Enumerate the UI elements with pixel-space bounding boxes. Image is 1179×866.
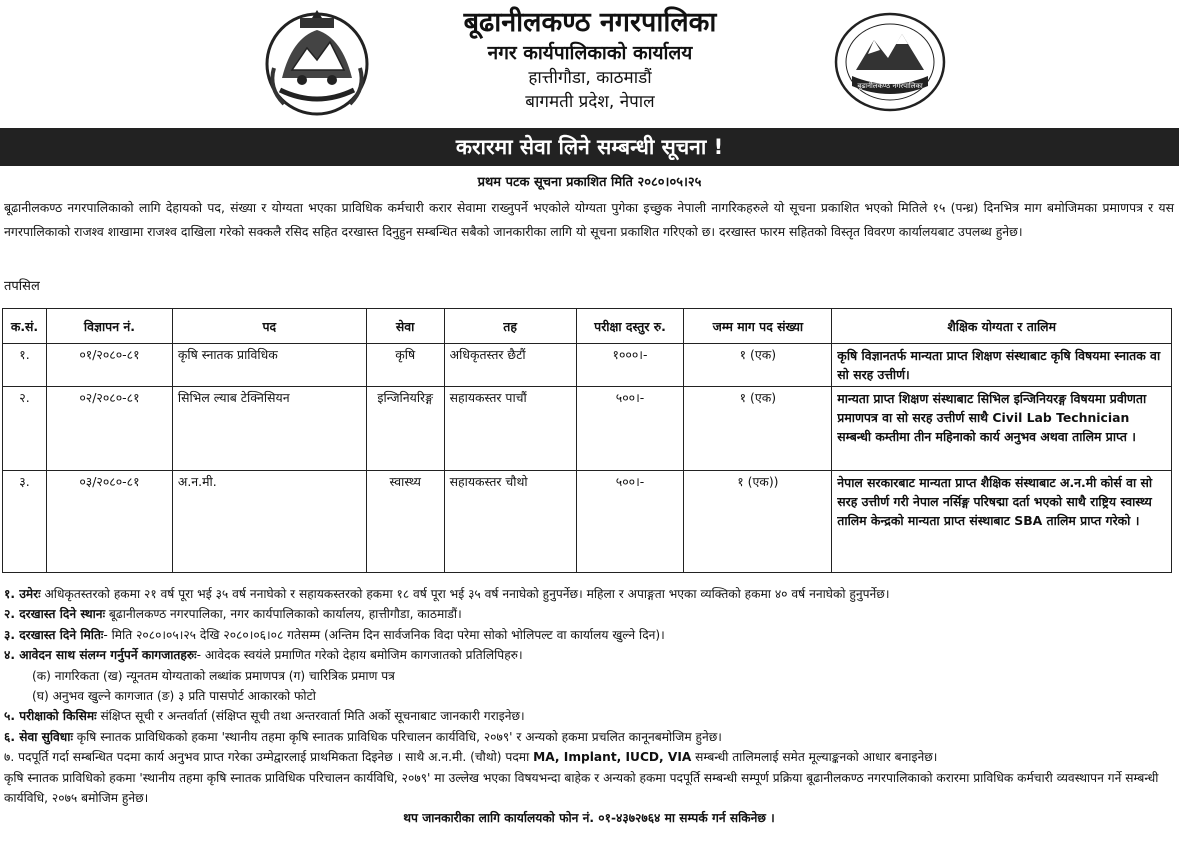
notes-section (4, 584, 1174, 829)
note-text: ७. पदपूर्ति गर्दा सम्बन्धित पदमा कार्य अनुभव प्राप्त गरेका उम्मेद्वारलाई प्राथमिकता दिइनेछ । साथै अ.न.मी. (चौथो) पदमा (4, 750, 534, 765)
note-text: अधिकृतस्तरको हकमा २१ वर्ष पूरा भई ३५ वर्ष ननाघेको र सहायकस्तरको हकमा १८ वर्ष पूरा भई ३५ वर्ष ननाघेको हुनुपर्नेछ। महिला र अपाङ्गता भएका व्यक्तिको हकमा ४० वर्ष ननाघेको हुनुपर्नेछ। (40, 587, 890, 601)
nepal-emblem-icon (262, 8, 372, 120)
cell-level: सहायकस्तर चौथो (444, 471, 576, 573)
note-documents-list-2: (घ) अनुभव खुल्ने कागजात (ङ) ३ प्रति पासपोर्ट आकारको फोटो (32, 689, 316, 704)
cell-fee: ५००।- (576, 471, 684, 573)
logo-text: बूढानीलकण्ठ नगरपालिका (857, 82, 923, 90)
cell-count: १ (एक)) (684, 471, 832, 573)
col-header-level: तह (444, 309, 576, 344)
cell-fee: १०००।- (576, 344, 684, 387)
cell-advert-no: ०१/२०८०-८१ (46, 344, 172, 387)
table-row (3, 344, 1172, 387)
col-header-advert-no: विज्ञापन नं. (46, 309, 172, 344)
notice-title-banner: करारमा सेवा लिने सम्बन्धी सूचना ! (0, 128, 1179, 166)
cell-level: सहायकस्तर पाचौं (444, 387, 576, 471)
header (0, 0, 1179, 126)
cell-service: इन्जिनियरिङ्ग (366, 387, 444, 471)
table-row (3, 471, 1172, 573)
note-label: २. दरखास्त दिने स्थानः (4, 607, 106, 622)
note-label: १. उमेरः (4, 587, 41, 601)
note-label: ४. आवेदन साथ संलग्न गर्नुपर्ने कागजातहरुः (4, 648, 197, 663)
note-place (4, 604, 1174, 624)
note-text: - आवेदक स्वयंले प्रमाणित गरेको देहाय बमोजिम कागजातको प्रतिलिपिहरु। (196, 648, 523, 663)
contact-line: थप जानकारीका लागि कार्यालयको फोन नं. ०१-४३७२७६४ मा सम्पर्क गर्न सकिनेछ । (403, 811, 775, 826)
note-bold-training: MA, Implant, IUCD, VIA (533, 750, 692, 765)
note-label: ६. सेवा सुविधाः (4, 729, 73, 744)
note-date (4, 625, 1174, 645)
cell-qualification: कृषि विज्ञानतर्फ मान्यता प्राप्त शिक्षण संस्थाबाट कृषि विषयमा स्नातक वा सो सरह उत्तीर्ण। (832, 344, 1172, 387)
note-text: बूढानीलकण्ठ नगरपालिका, नगर कार्यपालिकाको कार्यालय, हात्तीगौडा, काठमाडौं। (105, 607, 462, 622)
cell-level: अधिकृतस्तर छैटौं (444, 344, 576, 387)
note-procedure-paragraph: कृषि स्नातक प्राविधिको हकमा 'स्थानीय तहमा कृषि स्नातक प्राविधिक परिचालन कार्यविधि, २०७९' मा उल्लेख भएका विषयभन्दा बाहेक र अन्यको हकमा पदपूर्ति सम्बन्धी सम्पूर्ण प्रक्रिया बूढानीलकण्ठ नगरपालिकाको करारमा प्राविधिक कर्मचारी व्यवस्थापन गर्ने सम्बन्धी कार्यविधि, २०७५ बमोजिम हुनेछ। (4, 770, 1159, 806)
note-label: ५. परीक्षाको किसिमः (4, 709, 97, 724)
intro-paragraph: बूढानीलकण्ठ नगरपालिकाको लागि देहायको पद, संख्या र योग्यता भएका प्राविधिक कर्मचारी करार सेवामा राख्नुपर्ने भएकोले योग्यता पुगेका इच्छुक नेपाली नागरिकहरुले यो सूचना प्रकाशित भएको मितिले १५ (पन्ध्र) दिनभित्र माग बमोजिमका प्रमाणपत्र र यस नगरपालिकाको राजश्व शाखामा राजश्व दाखिला गरेको सक्कलै रसिद सहित दरखास्त दिनुहुन सम्बन्धित सबैको जानकारीका लागि यो सूचना प्रकाशित गरिएको छ। दरखास्त फारम सहितको विस्तृत विवरण कार्यालयबाट उपलब्ध हुनेछ। (4, 200, 1174, 239)
cell-advert-no: ०३/२०८०-८१ (46, 471, 172, 573)
header-text (380, 6, 800, 114)
col-header-post: पद (172, 309, 366, 344)
cell-qualification: नेपाल सरकारबाट मान्यता प्राप्त शैक्षिक संस्थाबाट अ.न.मी कोर्स वा सो सरह उत्तीर्ण गरी नेपाल नर्सिङ्ग परिषद्मा दर्ता भएको साथै राष्ट्रिय स्वास्थ्य तालिम केन्द्रको मान्यता प्राप्त संस्थाबाट SBA तालिम प्राप्त गरेको । (832, 471, 1172, 573)
note-age (4, 584, 1174, 604)
cell-post: सिभिल ल्याब टेक्निसियन (172, 387, 366, 471)
cell-advert-no: ०२/२०८०-८१ (46, 387, 172, 471)
col-header-service: सेवा (366, 309, 444, 344)
vacancy-table (2, 308, 1172, 573)
table-row (3, 387, 1172, 471)
note-benefits (4, 727, 1174, 747)
note-exam-type (4, 706, 1174, 726)
cell-post: अ.न.मी. (172, 471, 366, 573)
note-text: संक्षिप्त सूची र अन्तर्वार्ता (संक्षिप्त सूची तथा अन्तरवार्ता मिति अर्को सूचनाबाट जानकारी गराइनेछ। (96, 709, 525, 724)
cell-count: १ (एक) (684, 344, 832, 387)
municipality-logo-icon (832, 10, 948, 114)
publication-date: प्रथम पटक सूचना प्रकाशित मिति २०८०।०५।२५ (477, 175, 702, 190)
schedule-label: तपसिल (4, 279, 40, 294)
office-address: हात्तीगौडा, काठमाडौं (528, 68, 652, 88)
note-label: ३. दरखास्त दिने मितिः (4, 627, 104, 642)
col-header-count: जम्म माग पद संख्या (684, 309, 832, 344)
cell-sn: ३. (3, 471, 47, 573)
cell-sn: २. (3, 387, 47, 471)
note-text: सम्बन्धी तालिमलाई समेत मूल्याङ्कनको आधार बनाइनेछ। (691, 750, 938, 765)
table-header-row (3, 309, 1172, 344)
cell-post: कृषि स्नातक प्राविधिक (172, 344, 366, 387)
municipality-name: बूढानीलकण्ठ नगरपालिका (463, 7, 717, 38)
note-documents (4, 645, 1174, 665)
office-name: नगर कार्यपालिकाको कार्यालय (487, 42, 693, 64)
col-header-qualification: शैक्षिक योग्यता र तालिम (832, 309, 1172, 344)
cell-service: स्वास्थ्य (366, 471, 444, 573)
cell-service: कृषि (366, 344, 444, 387)
province-name: बागमती प्रदेश, नेपाल (525, 92, 655, 112)
col-header-sn: क.सं. (3, 309, 47, 344)
cell-qualification: मान्यता प्राप्त शिक्षण संस्थाबाट सिभिल इन्जिनियरङ्ग विषयमा प्रवीणता प्रमाणपत्र वा सो सरह उत्तीर्ण साथै Civil Lab Technician सम्बन्धी कम्तीमा तीन महिनाको कार्य अनुभव अथवा तालिम प्राप्त । (832, 387, 1172, 471)
cell-sn: १. (3, 344, 47, 387)
note-text: - मिति २०८०।०५।२५ देखि २०८०।०६।०८ गतेसम्म (अन्तिम दिन सार्वजनिक विदा परेमा सोको भोलिपल्ट वा कार्यालय खुल्ने दिन)। (103, 627, 665, 642)
note-text: कृषि स्नातक प्राविधिकको हकमा 'स्थानीय तहमा कृषि स्नातक प्राविधिक परिचालन कार्यविधि, २०७९' र अन्यको हकमा प्रचलित कानूनबमोजिम हुनेछ। (72, 729, 722, 744)
note-priority (4, 747, 1174, 767)
cell-fee: ५००।- (576, 387, 684, 471)
note-documents-list-1: (क) नागरिकता (ख) न्यूनतम योग्यताको लब्धांक प्रमाणपत्र (ग) चारित्रिक प्रमाण पत्र (32, 668, 395, 683)
col-header-fee: परीक्षा दस्तुर रु. (576, 309, 684, 344)
cell-count: १ (एक) (684, 387, 832, 471)
